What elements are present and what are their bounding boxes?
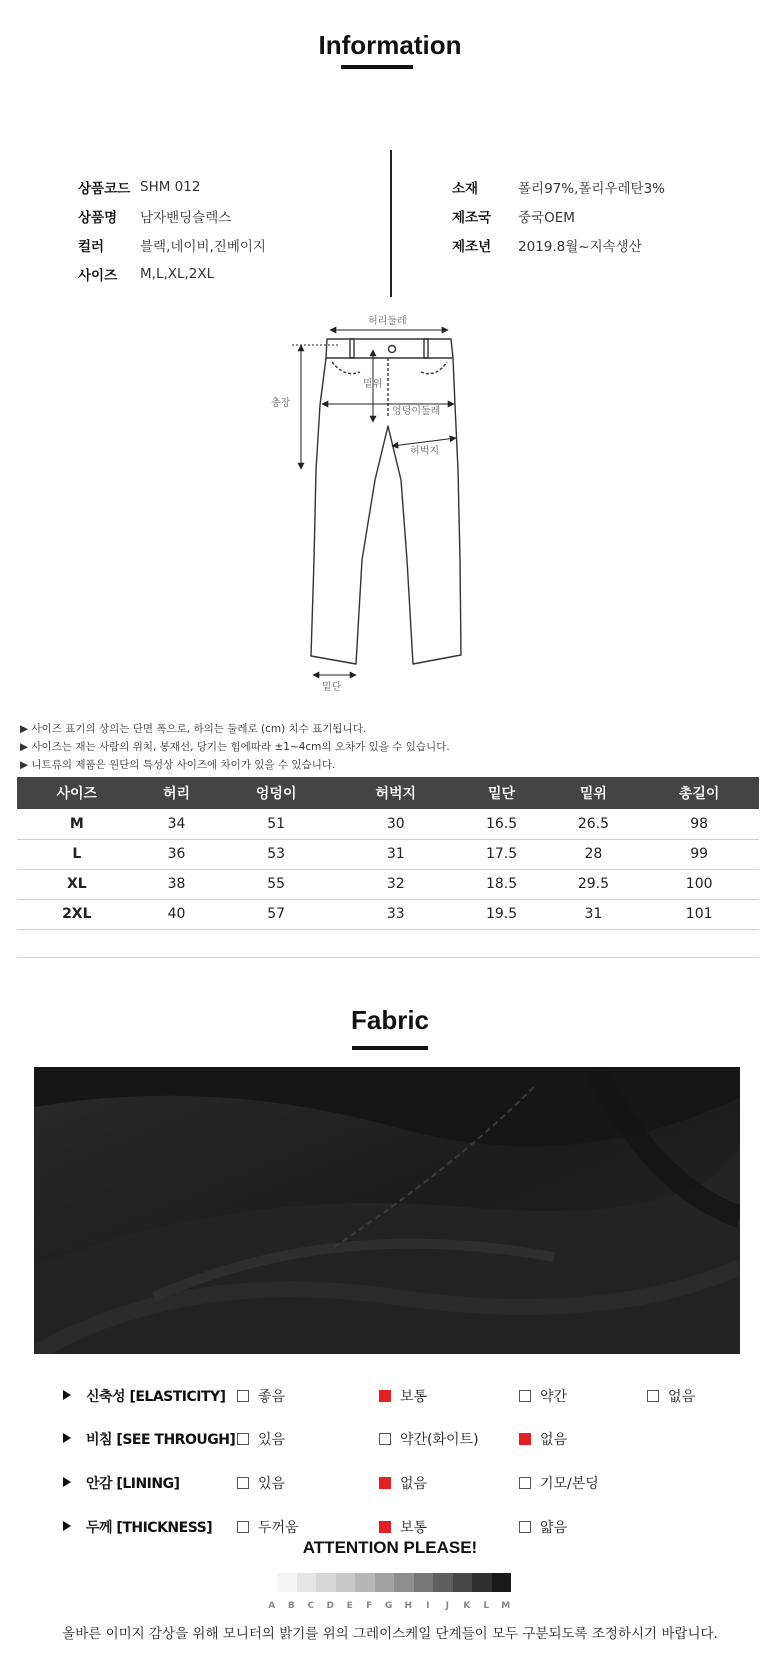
grayscale-letter: H [404,1601,413,1611]
grayscale-letter: F [366,1601,373,1611]
information-title: Information [318,30,462,60]
option-see-through-yes[interactable] [237,1429,285,1449]
checkbox-checked-icon [379,1477,391,1489]
option-label: 약간(화이트) [400,1432,479,1448]
option-elasticity-good[interactable] [237,1386,285,1406]
option-thickness-thick[interactable] [237,1517,299,1537]
option-lining-none[interactable] [379,1473,427,1493]
table-cell: 17.5 [456,839,548,869]
info-value: SHM 012 [140,178,201,195]
checkbox-icon [519,1477,531,1489]
note-line: ▶ 니트류의 제품은 원단의 특성상 사이즈에 차이가 있을 수 있습니다. [20,759,336,771]
table-row [17,839,759,869]
info-key: 제조년 [452,238,492,255]
checkbox-checked-icon [379,1390,391,1402]
fabric-row-elasticity [0,1384,780,1408]
pants-outline [311,339,461,664]
table-cell: 38 [137,869,217,899]
bullet-arrow-icon [63,1521,71,1531]
grayscale-letter: G [385,1601,393,1611]
info-value: M,L,XL,2XL [140,265,215,282]
table-row [17,899,759,929]
option-label: 보통 [400,1389,428,1405]
option-label: 있음 [258,1476,286,1492]
option-elasticity-normal[interactable] [379,1386,427,1406]
header-rise: 밑위 [547,777,639,809]
table-cell: 30 [336,809,456,839]
grayscale-swatch [414,1573,434,1592]
table-row [17,869,759,899]
header-size: 사이즈 [17,777,137,809]
grayscale-swatch [492,1573,512,1592]
option-elasticity-slight[interactable] [519,1386,567,1406]
checkbox-checked-icon [519,1433,531,1445]
label-hem: 밑단 [322,682,342,693]
info-value: 블랙,네이비,진베이지 [140,238,266,255]
table-cell: 31 [336,839,456,869]
table-cell-empty [17,929,759,957]
grayscale-letter: D [326,1601,334,1611]
option-see-through-none[interactable] [519,1429,567,1449]
info-value: 남자밴딩슬렉스 [140,209,232,226]
option-thickness-thin[interactable] [519,1517,567,1537]
table-cell: 33 [336,899,456,929]
bullet-arrow-icon [63,1477,71,1487]
monitor-note: 올바른 이미지 감상을 위해 모니터의 밝기를 위의 그레이스케일 단계들이 모두 구분되도록 조정하시기 바랍니다. [62,1626,718,1642]
table-cell: L [17,839,137,869]
option-label: 약간 [540,1389,568,1405]
info-key: 컬러 [78,238,105,255]
option-label: 없음 [400,1476,428,1492]
option-label: 없음 [540,1432,568,1448]
fabric-photo [34,1067,740,1354]
header-hip: 엉덩이 [216,777,336,809]
grayscale-swatch [336,1573,356,1592]
grayscale-letter: E [346,1601,353,1611]
option-label: 얇음 [540,1520,568,1536]
fabric-texture-image [34,1067,740,1354]
size-table-header [17,777,759,809]
fabric-row-see-through [0,1427,780,1451]
table-cell: 51 [216,809,336,839]
option-label: 두꺼움 [258,1520,299,1536]
checkbox-icon [237,1477,249,1489]
table-cell: 31 [547,899,639,929]
table-cell: 18.5 [456,869,548,899]
option-see-through-slight[interactable] [379,1429,479,1449]
info-value: 폴리97%,폴리우레탄3% [518,180,666,197]
table-cell: 40 [137,899,217,929]
option-label: 보통 [400,1520,428,1536]
table-cell: 36 [137,839,217,869]
info-key: 사이즈 [78,267,118,284]
fabric-label: 신축성 [ELASTICITY] [86,1389,226,1405]
table-cell: 55 [216,869,336,899]
table-cell: 100 [639,869,759,899]
option-label: 좋음 [258,1389,286,1405]
bullet-arrow-icon [63,1390,71,1400]
table-cell: 98 [639,809,759,839]
grayscale-letter: I [426,1601,430,1611]
grayscale-swatch [394,1573,414,1592]
table-cell: 2XL [17,899,137,929]
checkbox-icon [237,1521,249,1533]
table-cell: 19.5 [456,899,548,929]
thigh-arrow [392,438,456,446]
grayscale-letter: B [287,1601,295,1611]
option-lining-yes[interactable] [237,1473,285,1493]
attention-title: ATTENTION PLEASE! [302,1538,478,1557]
table-cell: XL [17,869,137,899]
grayscale-swatch [433,1573,453,1592]
table-cell: M [17,809,137,839]
grayscale-swatch [277,1573,297,1592]
grayscale-labels [262,1601,516,1611]
option-thickness-normal[interactable] [379,1517,427,1537]
note-line: ▶ 사이즈 표기의 상의는 단면 폭으로, 하의는 둘레로 (cm) 치수 표기됩니다. [20,723,367,735]
fabric-label: 비침 [SEE THROUGH] [86,1432,236,1448]
fabric-title: Fabric [350,1005,430,1035]
grayscale-swatch [297,1573,317,1592]
info-value: 2019.8월~지속생산 [518,238,642,255]
note-line: ▶ 사이즈는 재는 사람의 위치, 봉재선, 당기는 힘에따라 ±1~4cm의 오차가 있을 수 있습니다. [20,741,450,753]
fabric-label: 안감 [LINING] [86,1476,180,1492]
fabric-label: 두께 [THICKNESS] [86,1520,213,1536]
table-cell: 99 [639,839,759,869]
header-hem: 밑단 [456,777,548,809]
grayscale-letter: J [445,1601,449,1611]
checkbox-icon [647,1390,659,1402]
header-waist: 허리 [137,777,217,809]
grayscale-swatch [453,1573,473,1592]
table-row [17,809,759,839]
grayscale-swatch [472,1573,492,1592]
table-cell: 101 [639,899,759,929]
label-hip: 엉덩이둘레 [392,406,441,417]
diagram-labels [271,314,440,693]
grayscale-letter: A [268,1601,276,1611]
grayscale-swatch [355,1573,375,1592]
info-key: 상품명 [78,209,118,226]
info-key: 상품코드 [78,180,131,197]
info-value: 중국OEM [518,209,575,226]
checkbox-icon [237,1433,249,1445]
grayscale-letter: K [463,1601,471,1611]
header-length: 총길이 [639,777,759,809]
option-lining-brushed[interactable] [519,1473,599,1493]
label-length: 총장 [271,398,291,409]
label-rise: 밑위 [363,379,383,390]
option-label: 기모/본딩 [540,1476,599,1492]
fabric-title-underline [352,1046,428,1050]
info-key: 제조국 [452,209,492,226]
pants-measurement-diagram [0,0,780,720]
grayscale-letter: L [483,1601,490,1611]
table-cell: 29.5 [547,869,639,899]
checkbox-icon [519,1521,531,1533]
info-key: 소재 [452,180,479,197]
checkbox-icon [237,1390,249,1402]
option-label: 있음 [258,1432,286,1448]
size-table [17,777,759,958]
table-cell: 53 [216,839,336,869]
fabric-row-thickness [0,1515,780,1539]
header-thigh: 허벅지 [336,777,456,809]
grayscale-bar [277,1573,511,1592]
option-elasticity-none[interactable] [647,1386,695,1406]
label-waist: 허리둘레 [368,316,407,327]
bullet-arrow-icon [63,1433,71,1443]
table-cell: 26.5 [547,809,639,839]
size-notes [20,720,450,774]
table-cell: 16.5 [456,809,548,839]
option-label: 없음 [668,1389,696,1405]
grayscale-letter: M [501,1601,511,1611]
checkbox-checked-icon [379,1521,391,1533]
table-cell: 28 [547,839,639,869]
checkbox-icon [379,1433,391,1445]
table-cell: 34 [137,809,217,839]
label-thigh: 허벅지 [410,446,439,457]
table-cell: 32 [336,869,456,899]
checkbox-icon [519,1390,531,1402]
grayscale-swatch [375,1573,395,1592]
grayscale-swatch [316,1573,336,1592]
fabric-row-lining [0,1471,780,1495]
table-row-empty [17,929,759,957]
grayscale-letter: C [307,1601,315,1611]
table-cell: 57 [216,899,336,929]
